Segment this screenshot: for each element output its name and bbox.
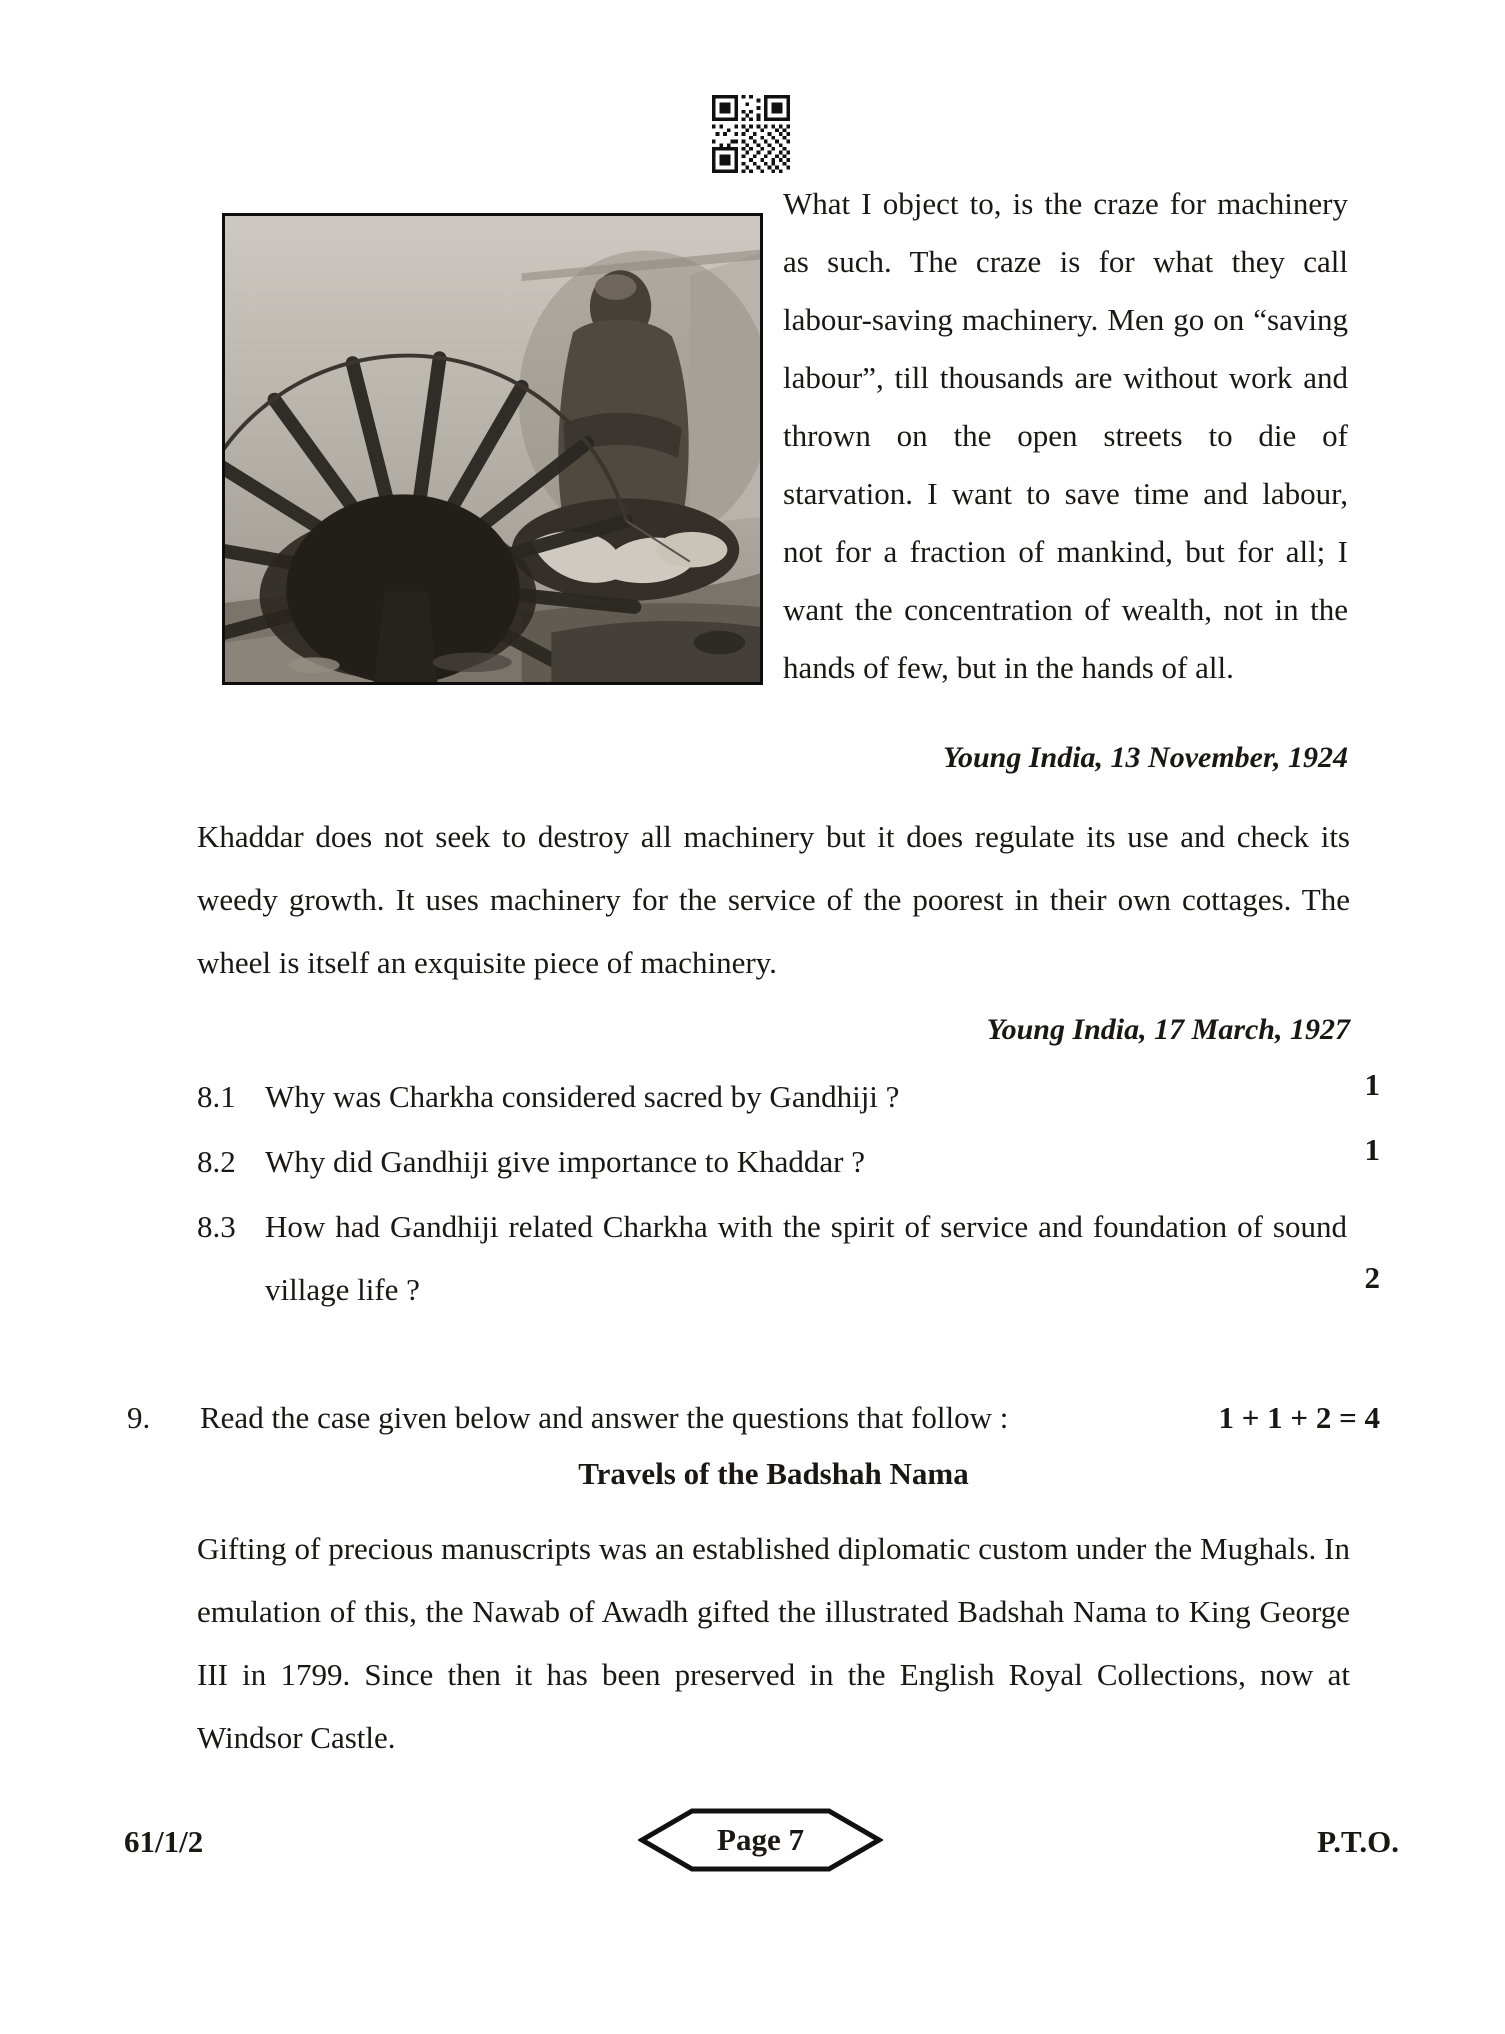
page-number-label: Page 7 (717, 1822, 804, 1857)
machinery-quote: What I object to, is the craze for machinery as such. The craze is for what they call labour-saving machinery. Men go on “saving labour”, till thousands are without work and thrown on the open streets to die of starvation. I want to save time and labour, not for a fraction of mankind, but for all; I want the concentration of wealth, not in the hands of few, but in the hands of all. (783, 186, 1348, 685)
gandhi-charkha-photo (222, 213, 763, 685)
question-8-1 (197, 1065, 1380, 1128)
question-marks: 1 + 1 + 2 = 4 (1218, 1400, 1380, 1435)
question-number: 8.3 (197, 1209, 236, 1244)
qr-code-icon (712, 95, 790, 173)
case-paragraph: Gifting of precious manuscripts was an established diplomatic custom under the Mughals. In emulation of this, the Nawab of Awadh gifted the illustrated Badshah Nama to King George III in 1799. Since then it has been preserved in the English Royal Collections, now at Windsor Castle. (197, 1531, 1350, 1755)
question-9 (127, 1386, 1380, 1449)
question-marks: 1 (1364, 1132, 1380, 1167)
question-8-2 (197, 1130, 1380, 1193)
question-number: 8.2 (197, 1144, 236, 1179)
pto-label: P.T.O. (1317, 1824, 1399, 1859)
khaddar-paragraph: Khaddar does not seek to destroy all machinery but it does regulate its use and check its weedy growth. It uses machinery for the service of the poorest in their own cottages. The wheel is itself an exquisite piece of machinery. (197, 819, 1350, 980)
question-marks: 1 (1364, 1067, 1380, 1102)
page-number-badge (638, 1807, 883, 1873)
question-text: Why did Gandhiji give importance to Khaddar ? (265, 1144, 866, 1179)
case-heading: Travels of the Badshah Nama (578, 1456, 969, 1491)
question-number: 9. (127, 1400, 151, 1435)
question-text: Read the case given below and answer the questions that follow : (200, 1400, 1009, 1435)
question-text: Why was Charkha considered sacred by Gandhiji ? (265, 1079, 900, 1114)
question-8-3 (197, 1195, 1380, 1321)
passage-attribution: Young India, 17 March, 1927 (986, 1013, 1350, 1046)
paper-code: 61/1/2 (124, 1824, 204, 1859)
question-marks: 2 (1364, 1260, 1380, 1295)
quote-attribution: Young India, 13 November, 1924 (942, 741, 1348, 774)
question-text: How had Gandhiji related Charkha with the spirit of service and foundation of sound village life ? (265, 1209, 1347, 1307)
question-number: 8.1 (197, 1079, 236, 1114)
